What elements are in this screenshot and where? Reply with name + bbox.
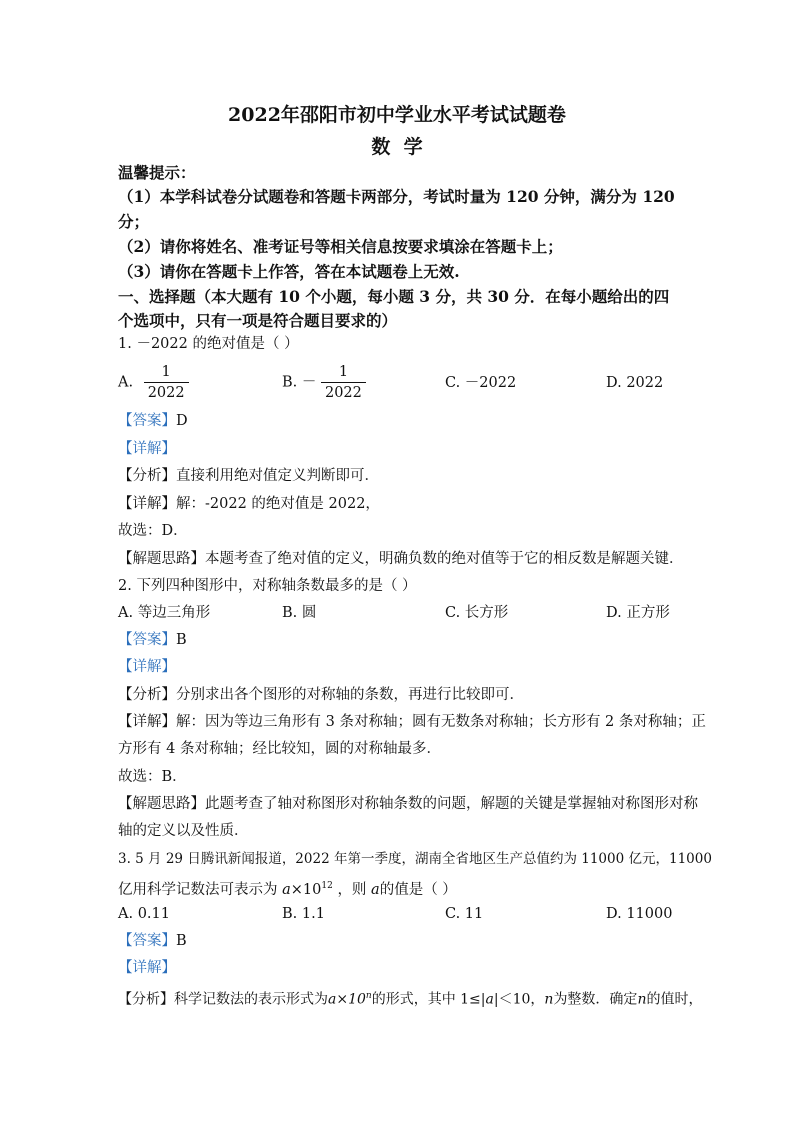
answer-value: B — [176, 933, 187, 949]
analysis-text: 的形式，其中 1≤| — [371, 991, 486, 1008]
denominator: 2022 — [321, 382, 366, 403]
q1-option-d: D. 2022 — [606, 375, 664, 391]
q3-answer — [118, 931, 187, 951]
idea-tag: 【解题思路】 — [118, 796, 205, 812]
answer-tag: 【答案】 — [118, 933, 176, 949]
var-a: a — [371, 881, 380, 898]
q1-detail — [118, 494, 380, 514]
detail-text: 解：因为等边三角形有 3 条对称轴；圆有无数条对称轴；长方形有 2 条对称轴；正 — [176, 714, 706, 730]
q3-option-d: D. 11000 — [606, 906, 673, 922]
analysis-text: 直接利用绝对值定义判断即可． — [176, 468, 379, 484]
section-heading-2: 个选项中，只有一项是符合题目要求的） — [118, 311, 398, 330]
numerator: 1 — [161, 364, 171, 380]
q2-detail — [118, 712, 706, 732]
numerator: 1 — [338, 364, 349, 380]
section-heading-1: 一、选择题（本大题有 10 个小题，每小题 3 分，共 30 分．在每小题给出的四 — [118, 287, 670, 306]
subject-title: 数 学 — [371, 136, 423, 158]
tip-1-cont: 分； — [118, 212, 150, 231]
q2-idea — [118, 794, 698, 814]
answer-value: D — [176, 413, 188, 429]
detail-tag: 【详解】 — [118, 496, 176, 512]
q1-analysis — [118, 466, 379, 486]
q2-analysis — [118, 685, 524, 705]
q2-option-c: C. 长方形 — [445, 605, 509, 621]
q2-detail-cont: 方形有 4 条对称轴；经比较知，圆的对称轴最多． — [118, 741, 441, 757]
idea-text: 此题考查了轴对称图形对称轴条数的问题，解题的关键是掌握轴对称图形对称 — [205, 796, 698, 812]
analysis-text: 分别求出各个图形的对称轴的条数，再进行比较即可． — [176, 687, 524, 703]
q1-option-b-fraction — [321, 362, 366, 403]
analysis-tag: 【分析】 — [118, 687, 176, 703]
answer-tag: 【答案】 — [118, 413, 176, 429]
analysis-tag: 【分析】 — [118, 991, 174, 1008]
idea-text: 本题考查了绝对值的定义，明确负数的绝对值等于它的相反数是解题关键． — [205, 551, 684, 567]
analysis-text: 的值时， — [646, 991, 703, 1008]
q1-stem: 1. －2022 的绝对值是（ ） — [118, 336, 299, 352]
stem-text: 的值是（ ） — [379, 881, 457, 898]
stem-text: ，则 — [337, 881, 367, 898]
q3-stem-2 — [118, 876, 457, 900]
tip-2: （2）请你将姓名、准考证号等相关信息按要求填涂在答题卡上； — [118, 237, 563, 256]
q2-option-a: A. 等边三角形 — [118, 605, 211, 621]
q2-idea-cont: 轴的定义以及性质． — [118, 823, 249, 839]
stem-text: 亿用科学记数法可表示为 — [118, 881, 278, 898]
q2-stem: 2. 下列四种图形中，对称轴条数最多的是（ ） — [118, 578, 417, 594]
q1-answer — [118, 411, 188, 431]
analysis-text: |＜10， — [493, 991, 545, 1008]
q1-option-c: C. －2022 — [445, 375, 517, 391]
analysis-text: 科学记数法的表示形式为 — [174, 991, 328, 1008]
times-ten: ×10 — [290, 881, 322, 898]
q3-option-b: B. 1.1 — [282, 906, 325, 922]
analysis-tag: 【分析】 — [118, 468, 176, 484]
tips-heading: 温馨提示： — [118, 163, 196, 182]
exponent: 12 — [321, 881, 333, 891]
q2-answer — [118, 630, 187, 650]
q2-choose: 故选：B． — [118, 769, 187, 785]
detail-tag: 【详解】 — [118, 714, 176, 730]
q1-idea — [118, 549, 684, 569]
q1-detail-tag: 【详解】 — [118, 441, 176, 457]
q1-option-b-label: B. － — [282, 374, 317, 391]
formula: a×10 — [328, 991, 366, 1008]
q3-option-c: C. 11 — [445, 906, 484, 922]
exam-title: 2022年邵阳市初中学业水平考试试题卷 — [228, 104, 566, 126]
var-a: a — [282, 881, 291, 898]
q1-option-a-label: A. — [118, 374, 134, 391]
tip-1: （1）本学科试卷分试题卷和答题卡两部分，考试时量为 120 分钟，满分为 120 — [118, 187, 675, 206]
q2-detail-tag: 【详解】 — [118, 659, 176, 675]
q3-stem-1: 3. 5 月 29 日腾讯新闻报道，2022 年第一季度，湖南全省地区生产总值约为 11000 亿元，11000 — [118, 851, 712, 867]
q1-option-a-fraction — [144, 362, 189, 403]
q3-option-a: A. 0.11 — [118, 906, 170, 922]
var-n: n — [637, 991, 647, 1008]
q1-choose: 故选：D． — [118, 523, 188, 539]
var-n: n — [544, 991, 554, 1008]
denominator: 2022 — [144, 382, 189, 403]
q3-detail-tag: 【详解】 — [118, 960, 176, 976]
q1-option-b — [282, 362, 366, 403]
q2-option-b: B. 圆 — [282, 605, 317, 621]
tip-3: （3）请你在答题卡上作答，答在本试题卷上无效. — [118, 262, 460, 281]
detail-text: 解：-2022 的绝对值是 2022， — [176, 496, 380, 512]
answer-tag: 【答案】 — [118, 632, 176, 648]
q2-option-d: D. 正方形 — [606, 605, 670, 621]
q1-option-a — [118, 362, 189, 403]
var-a: a — [485, 991, 494, 1008]
analysis-text: 为整数．确定 — [553, 991, 638, 1008]
idea-tag: 【解题思路】 — [118, 551, 205, 567]
exponent-n: n — [365, 991, 372, 1001]
q3-analysis — [118, 986, 702, 1010]
answer-value: B — [176, 632, 187, 648]
